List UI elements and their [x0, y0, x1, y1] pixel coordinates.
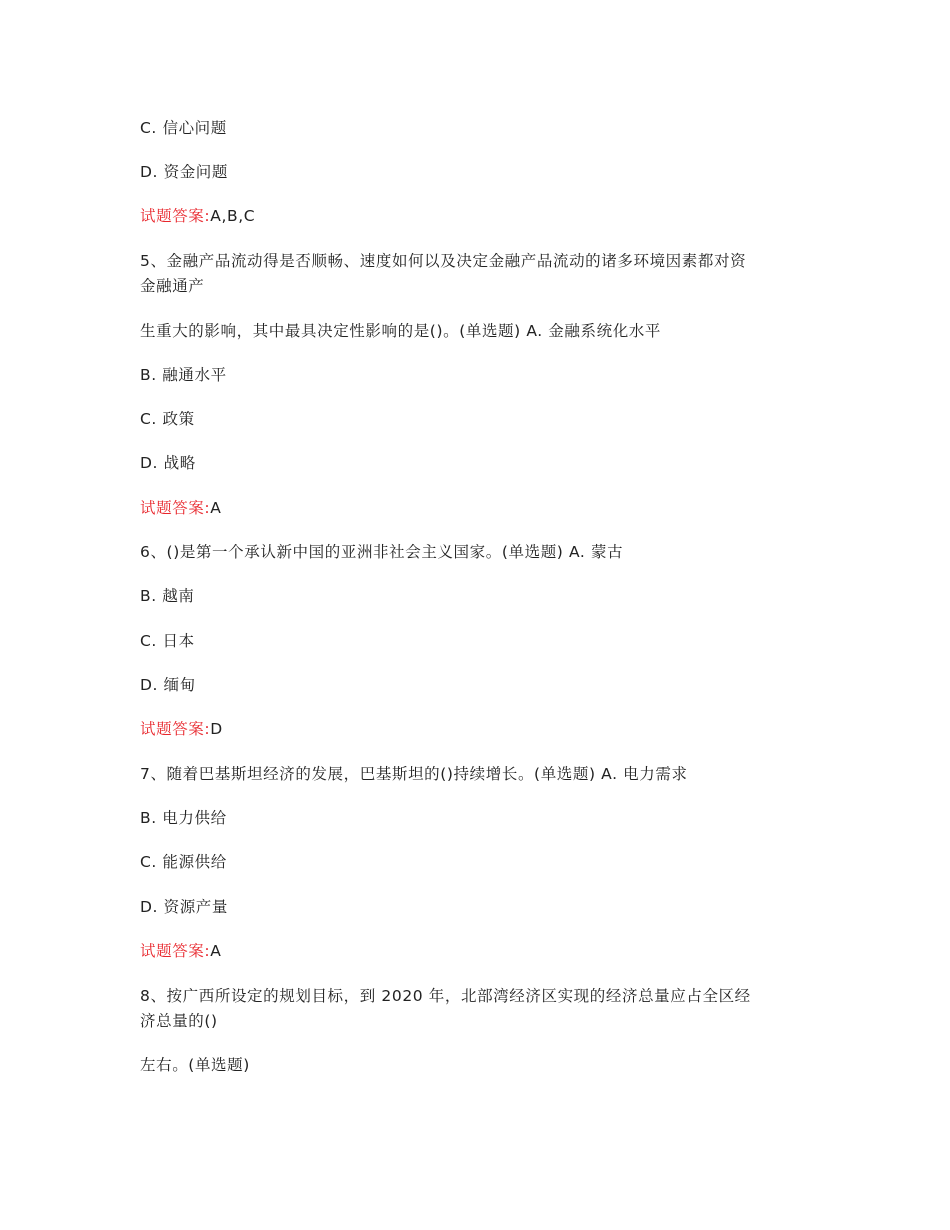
option-6d: D. 缅甸: [140, 676, 196, 694]
option-6b: B. 越南: [140, 587, 195, 605]
answer-5: [140, 497, 820, 519]
option-6c: C. 日本: [140, 632, 195, 650]
answer-label: 试题答案:: [140, 720, 211, 738]
question-7: 7、随着巴基斯坦经济的发展，巴基斯坦的()持续增长。(单选题) A. 电力需求: [140, 765, 688, 783]
option-5c: C. 政策: [140, 410, 195, 428]
question-5-line-3: 生重大的影响，其中最具决定性影响的是()。(单选题) A. 金融系统化水平: [140, 322, 662, 340]
option-7c: C. 能源供给: [140, 853, 227, 871]
option-7b: B. 电力供给: [140, 809, 227, 827]
option-5b: B. 融通水平: [140, 366, 227, 384]
question-8-line-3: 左右。(单选题): [140, 1056, 250, 1074]
answer-6: [140, 718, 820, 740]
answer-value: D: [210, 720, 223, 738]
answer-label: 试题答案:: [140, 499, 211, 517]
option-4c: C. 信心问题: [140, 119, 227, 137]
answer-label: 试题答案:: [140, 207, 211, 225]
answer-7: [140, 940, 820, 962]
answer-value: A: [210, 942, 222, 960]
answer-value: A,B,C: [210, 207, 256, 225]
answer-4: [140, 205, 820, 227]
question-5-line-2: 金融通产: [140, 277, 205, 295]
question-8-line-2: 济总量的(): [140, 1012, 218, 1030]
question-6: 6、()是第一个承认新中国的亚洲非社会主义国家。(单选题) A. 蒙古: [140, 543, 624, 561]
option-7d: D. 资源产量: [140, 898, 228, 916]
question-5-line-1: 5、金融产品流动得是否顺畅、速度如何以及决定金融产品流动的诸多环境因素都对资: [140, 252, 747, 270]
answer-value: A: [210, 499, 222, 517]
option-5d: D. 战略: [140, 454, 196, 472]
answer-label: 试题答案:: [140, 942, 211, 960]
question-8-line-1: 8、按广西所设定的规划目标，到 2020 年，北部湾经济区实现的经济总量应占全区经: [140, 987, 751, 1005]
option-4d: D. 资金问题: [140, 163, 228, 181]
